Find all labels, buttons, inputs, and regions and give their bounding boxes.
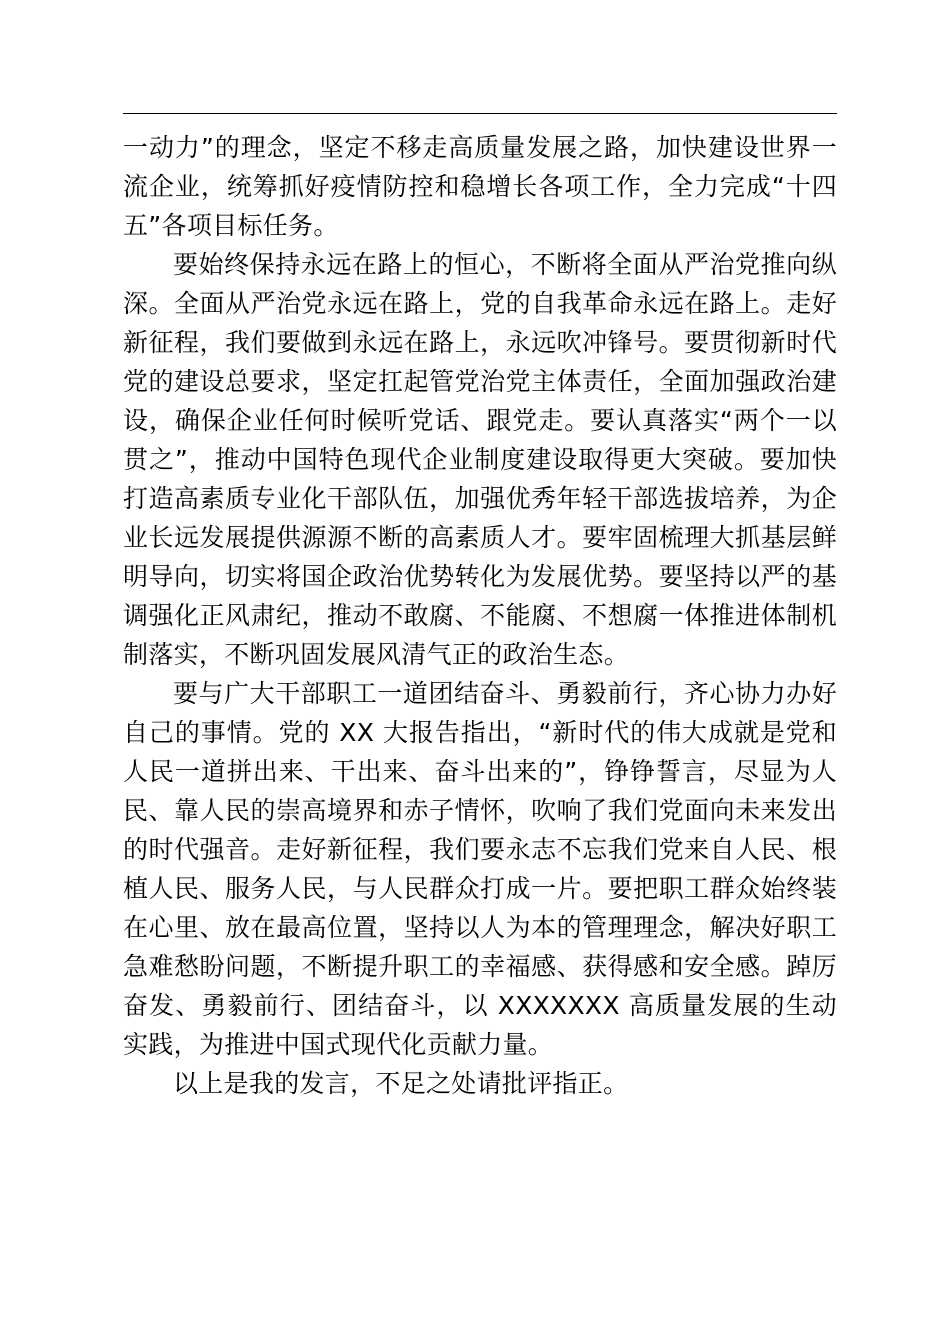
document-body bbox=[123, 128, 837, 1103]
header-rule bbox=[123, 113, 837, 114]
paragraph-party-governance: 要始终保持永远在路上的恒心，不断将全面从严治党推向纵深。全面从严治党永远在路上，党的自我革命永远在路上。走好新征程，我们要做到永远在路上，永远吹冲锋号。要贯彻新时代党的建设总要求，坚定扛起管党治党主体责任，全面加强政治建设，确保企业任何时候听党话、跟党走。要认真落实“两个一以贯之”，推动中国特色现代企业制度建设取得更大突破。要加快打造高素质专业化干部队伍，加强优秀年轻干部选拔培养，为企业长远发展提供源源不断的高素质人才。要牢固梳理大抓基层鲜明导向，切实将国企政治优势转化为发展优势。要坚持以严的基调强化正风肃纪，推动不敢腐、不能腐、不想腐一体推进体制机制落实，不断巩固发展风清气正的政治生态。 bbox=[123, 250, 837, 669]
paragraph-continuation: 一动力”的理念，坚定不移走高质量发展之路，加快建设世界一流企业，统筹抓好疫情防控和稳增长各项工作，全力完成“十四五”各项目标任务。 bbox=[123, 133, 837, 240]
paragraph-unity-with-workers: 要与广大干部职工一道团结奋斗、勇毅前行，齐心协力办好自己的事情。党的 XX 大报告指出，“新时代的伟大成就是党和人民一道拼出来、干出来、奋斗出来的”，铮铮誓言，尽显为人民、靠人民的崇高境界和赤子情怀，吹响了我们党面向未来发出的时代强音。走好新征程，我们要永志不忘我们党来自人民、根植人民、服务人民，与人民群众打成一片。要把职工群众始终装在心里、放在最高位置，坚持以人为本的管理理念，解决好职工急难愁盼问题，不断提升职工的幸福感、获得感和安全感。踔厉奋发、勇毅前行、团结奋斗，以 XXXXXXX 高质量发展的生动实践，为推进中国式现代化贡献力量。 bbox=[123, 679, 837, 1059]
paragraph-closing: 以上是我的发言，不足之处请批评指正。 bbox=[173, 1069, 629, 1098]
